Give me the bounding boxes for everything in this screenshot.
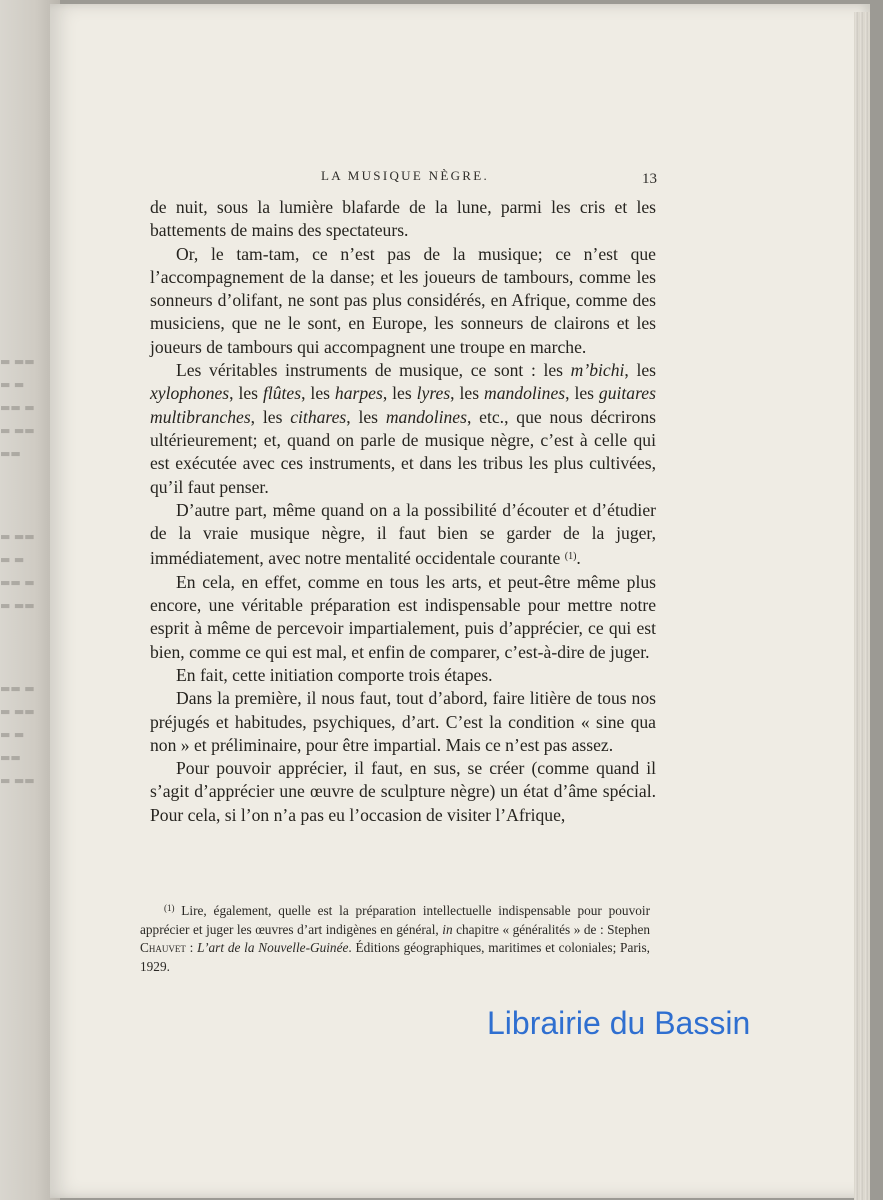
paragraph-2: Or, le tam-tam, ce n’est pas de la musique; ce n’est que l’accompagnement de la danse; et les joueurs de tambours, comme les sonneurs d’olifant, ne sont pas plus considérés, en Afrique, comme des musiciens, que ne le sont, en Europe, les sonneurs de clairons et les joueurs de tambours qui accompagnent une troupe en marche. <box>150 243 656 357</box>
paragraph-8: Pour pouvoir apprécier, il faut, en sus, se créer (comme quand il s’agit d’apprécier une œuvre de sculpture nègre) un état d’âme spécial. Pour cela, si l’on n’a pas eu l’occasion de visiter l’Afrique, <box>150 758 656 825</box>
paragraph-5: En cela, en effet, comme en tous les arts, et peut-être même plus encore, une véritable préparation est indispensable pour mettre notre esprit à même de percevoir impartialement, puis d’apprécier, ce qui est bien, comme ce qui est mal, et enfin de comparer, c’est-à-dire de juger. <box>150 571 656 662</box>
footnote-ref: (1) <box>564 551 577 563</box>
paragraph-7: Dans la première, il nous faut, tout d’abord, faire litière de tous nos préjugés et habitudes, psychiques, d’art. C’est la condition « sine qua non » et préliminaire, pour être impartial. Mais ce n’est pas assez. <box>150 688 656 755</box>
paragraph-6: En fait, cette initiation comporte trois étapes. <box>176 664 493 685</box>
paragraph-3: Les véritables instruments de musique, ce sont : les m’bichi, les xylophones, les flûtes, les harpes, les lyres, les mandolines, les guitares multibranches, les cithares, les mandolines, etc., que nous décrirons ultérieurement; et, quand on parle de musique nègre, c’est à celle qui est exécutée avec ces instruments, et dans les tribus les plus cultivées, qu’il faut penser. <box>150 360 657 497</box>
paragraph-4: D’autre part, même quand on a la possibilité d’écouter et d’étudier de la vraie musique nègre, il faut bien se garder de la juger, immédiatement, avec notre mentalité occidentale courante $^{(1)}$. <box>150 499 656 569</box>
body-text <box>150 196 656 827</box>
paragraph-1: de nuit, sous la lumière blafarde de la lune, parmi les cris et les battements de mains des spectateurs. <box>150 197 656 241</box>
facing-page-bleed-text: ▬ ▬▬ ▬ ▬ ▬▬ ▬ ▬ ▬▬ ▬▬ ▬ ▬▬ ▬ ▬ ▬▬ ▬ ▬ ▬▬ ▬▬ ▬ ▬ ▬▬ ▬ ▬ ▬▬ ▬ ▬▬ <box>0 355 35 787</box>
seller-watermark: Librairie du Bassin <box>487 1005 751 1041</box>
footnote-author: Chauvet <box>140 940 186 956</box>
footnote: $^{(1)}$ Lire, également, quelle est la préparation intellectuelle indispensable pour pouvoir apprécier et juger les œuvres d’art indigènes en général, in chapitre « généralités » de : Stephen Chauvet : L’art de la Nouvelle-Guinée. Éditions géographiques, maritimes et coloniales; Paris, 1929. <box>140 903 650 975</box>
footnote-marker: (1) <box>164 903 175 913</box>
running-title: LA MUSIQUE NÈGRE. <box>321 168 490 183</box>
page-number: 13 <box>642 171 657 187</box>
page-stack-edge <box>854 12 870 1200</box>
footnote-book-title: L’art de la Nouvelle-Guinée <box>197 940 349 956</box>
